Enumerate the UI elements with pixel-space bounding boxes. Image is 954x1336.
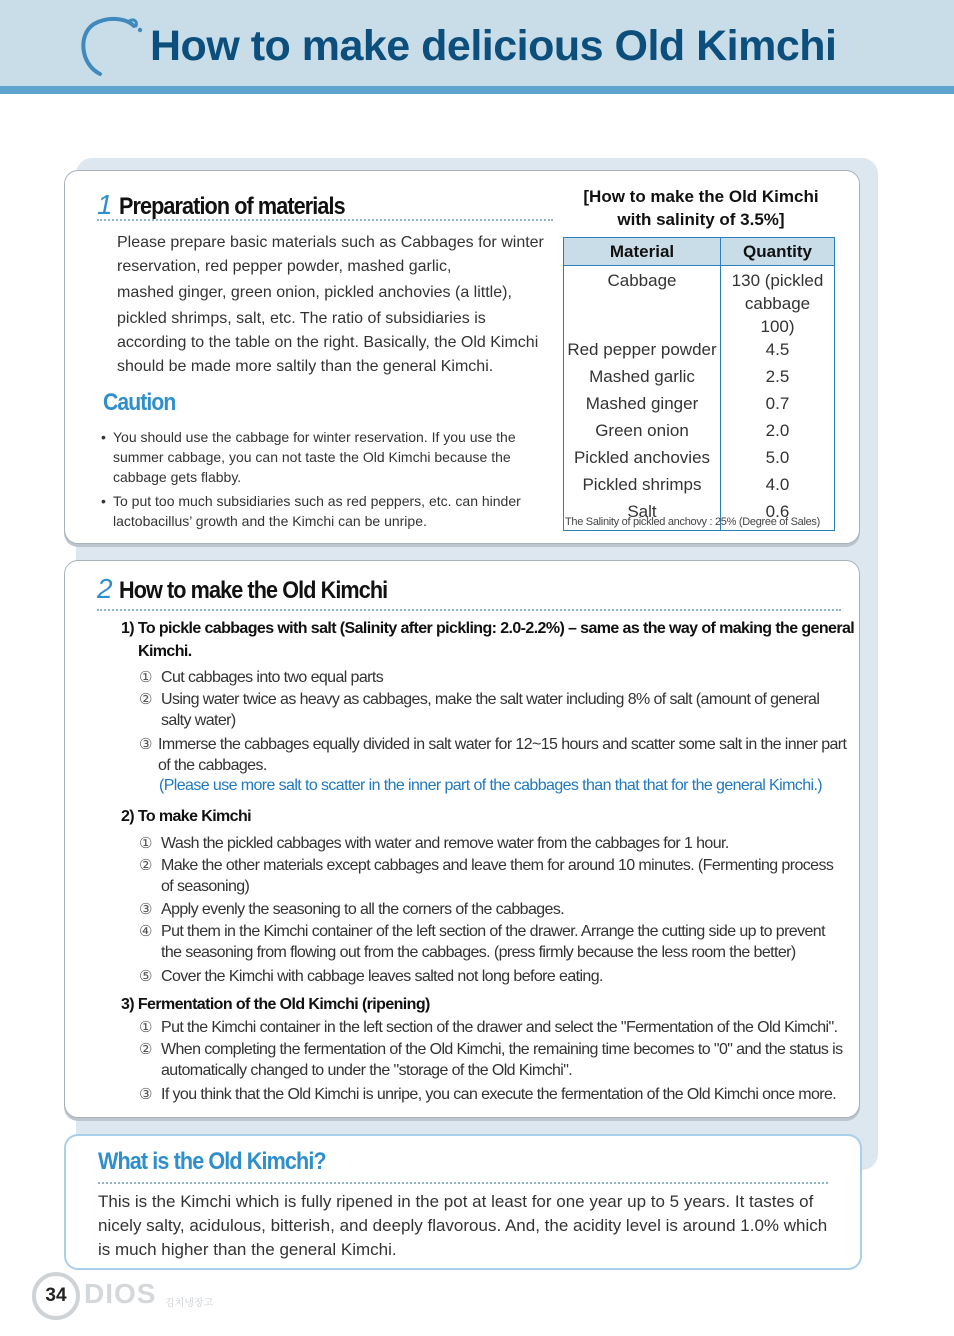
subsection-heading: 2) To make Kimchi bbox=[121, 808, 251, 825]
step-item bbox=[139, 1084, 845, 1105]
step-number: ③ bbox=[139, 736, 152, 753]
section-divider bbox=[98, 1182, 828, 1184]
step-text: If you think that the Old Kimchi is unripe, you can execute the fermentation of the Old Kimchi once more. bbox=[161, 1086, 837, 1103]
step-number: ③ bbox=[139, 1086, 152, 1103]
subsection-heading: 1) To pickle cabbages with salt (Salinity after pickling: 2.0-2.2%) – same as the way of making the general Kimchi. bbox=[121, 620, 855, 660]
step-item bbox=[139, 734, 851, 776]
material-cell: Mashed garlic bbox=[564, 365, 721, 392]
intro-line: Please prepare basic materials such as Cabbages for winter bbox=[117, 234, 544, 251]
step-text: Cut cabbages into two equal parts bbox=[161, 669, 384, 686]
step-item bbox=[139, 1039, 845, 1081]
material-cell: Red pepper powder bbox=[564, 338, 721, 365]
step-item bbox=[139, 689, 845, 731]
caution-list bbox=[101, 427, 541, 535]
quantity-cell: 0.6 bbox=[721, 500, 835, 531]
step-number: ② bbox=[139, 1041, 152, 1058]
table-row bbox=[564, 266, 835, 339]
step-number: ① bbox=[139, 835, 152, 852]
quantity-cell: 130 (pickled cabbage 100) bbox=[721, 266, 835, 339]
caution-item: • To put too much subsidiaries such as red peppers, etc. can hinder lactobacillus’ growth and the Kimchi can be unripe. bbox=[101, 491, 541, 531]
quantity-cell: 2.0 bbox=[721, 419, 835, 446]
definition-title: What is the Old Kimchi? bbox=[98, 1148, 326, 1175]
intro-line: mashed ginger, green onion, pickled anchovies (a little), bbox=[117, 284, 512, 301]
section-divider bbox=[97, 609, 841, 611]
table-caption: [How to make the Old Kimchi with salinity of 3.5%] bbox=[583, 187, 819, 229]
material-cell: Pickled anchovies bbox=[564, 446, 721, 473]
quantity-cell: 4.5 bbox=[721, 338, 835, 365]
section-title: How to make the Old Kimchi bbox=[118, 577, 387, 604]
table-row bbox=[564, 392, 835, 419]
section-heading bbox=[97, 189, 369, 221]
step-item bbox=[139, 1017, 845, 1038]
step-text: Make the other materials except cabbages and leave them for around 10 minutes. (Fermenting process of seasoning) bbox=[161, 857, 834, 895]
quantity-cell: 0.7 bbox=[721, 392, 835, 419]
header-rule bbox=[0, 86, 954, 94]
table-row bbox=[564, 446, 835, 473]
step-number: ④ bbox=[139, 923, 152, 940]
material-cell: Pickled shrimps bbox=[564, 473, 721, 500]
table-footnote: The Salinity of pickled anchovy : 25% (Degree of Sales) bbox=[565, 516, 820, 528]
step-item bbox=[139, 667, 845, 688]
section-number: 1 bbox=[97, 189, 113, 220]
quantity-cell: 4.0 bbox=[721, 473, 835, 500]
method-card bbox=[64, 560, 860, 1118]
step-text: Using water twice as heavy as cabbages, make the salt water including 8% of salt (amount of general salty water) bbox=[161, 691, 820, 729]
intro-line: according to the table on the right. Basically, the Old Kimchi bbox=[117, 334, 539, 351]
preparation-card bbox=[64, 170, 860, 544]
material-cell: Salt bbox=[564, 500, 721, 531]
material-cell: Cabbage bbox=[564, 266, 721, 339]
caution-item: • You should use the cabbage for winter reservation. If you use the summer cabbage, you can not taste the Old Kimchi because the cabbage gets flabby. bbox=[101, 427, 541, 487]
intro-paragraph bbox=[117, 231, 557, 379]
table-row bbox=[564, 338, 835, 365]
step-number: ② bbox=[139, 691, 152, 708]
quantity-cell: 2.5 bbox=[721, 365, 835, 392]
intro-line: should be made more saltily than the general Kimchi. bbox=[117, 358, 494, 375]
step-text: Cover the Kimchi with cabbage leaves salted not long before eating. bbox=[161, 968, 603, 985]
step-text: Immerse the cabbages equally divided in salt water for 12~15 hours and scatter some salt in the inner part of the cabbages. bbox=[158, 736, 847, 774]
step-text: Put them in the Kimchi container of the left section of the drawer. Arrange the cutting side up to prevent the seasoning from flowing out from the cabbages. (press firmly because the less room the better) bbox=[161, 923, 825, 961]
table-row bbox=[564, 473, 835, 500]
step-item bbox=[139, 855, 845, 897]
table-header-row bbox=[564, 238, 835, 266]
step-number: ⑤ bbox=[139, 968, 152, 985]
material-cell: Mashed ginger bbox=[564, 392, 721, 419]
definition-card bbox=[64, 1134, 862, 1270]
step-item bbox=[139, 899, 845, 920]
step-text: Wash the pickled cabbages with water and remove water from the cabbages for 1 hour. bbox=[161, 835, 729, 852]
intro-line: reservation, red pepper powder, mashed garlic, bbox=[117, 258, 452, 275]
step-item bbox=[139, 966, 845, 987]
step-number: ② bbox=[139, 857, 152, 874]
intro-line: pickled shrimps, salt, etc. The ratio of subsidiaries is bbox=[117, 310, 486, 327]
section-title: Preparation of materials bbox=[118, 193, 345, 220]
step-number: ① bbox=[139, 669, 152, 686]
section-divider bbox=[97, 219, 553, 221]
step-number: ③ bbox=[139, 901, 152, 918]
definition-paragraph: This is the Kimchi which is fully ripened in the pot at least for one year up to 5 years. It tastes of nicely salty, acidulous, bitterish, and deeply flavorous. And, the acidity level is around 1.0% which is much higher than the general Kimchi. bbox=[98, 1192, 828, 1259]
column-header-quantity: Quantity bbox=[721, 238, 835, 266]
page-number: 34 bbox=[32, 1272, 80, 1320]
section-heading bbox=[97, 573, 417, 605]
section-number: 2 bbox=[97, 573, 113, 604]
step-item bbox=[139, 833, 845, 854]
salt-tip-note: (Please use more salt to scatter in the inner part of the cabbages than that that for the general Kimchi.) bbox=[159, 777, 823, 794]
table-row bbox=[564, 365, 835, 392]
step-text: Apply evenly the seasoning to all the corners of the cabbages. bbox=[161, 901, 565, 918]
quantity-cell: 5.0 bbox=[721, 446, 835, 473]
material-cell: Green onion bbox=[564, 419, 721, 446]
brand-subtitle: 김치냉장고 bbox=[165, 1298, 214, 1309]
swirl-ornament-icon bbox=[70, 12, 150, 78]
subsection-heading: 3) Fermentation of the Old Kimchi (ripening) bbox=[121, 996, 430, 1013]
brand-logo: DIOS bbox=[84, 1278, 157, 1309]
step-number: ① bbox=[139, 1019, 152, 1036]
materials-table bbox=[563, 237, 835, 531]
table-row bbox=[564, 419, 835, 446]
step-item bbox=[139, 921, 845, 963]
column-header-material: Material bbox=[564, 238, 721, 266]
page-title: How to make delicious Old Kimchi bbox=[150, 22, 837, 70]
step-text: When completing the fermentation of the Old Kimchi, the remaining time becomes to "0" and the status is automatically changed to under the "storage of the Old Kimchi". bbox=[161, 1041, 843, 1079]
step-text: Put the Kimchi container in the left section of the drawer and select the "Fermentation of the Old Kimchi". bbox=[161, 1019, 838, 1036]
caution-title: Caution bbox=[103, 389, 176, 416]
